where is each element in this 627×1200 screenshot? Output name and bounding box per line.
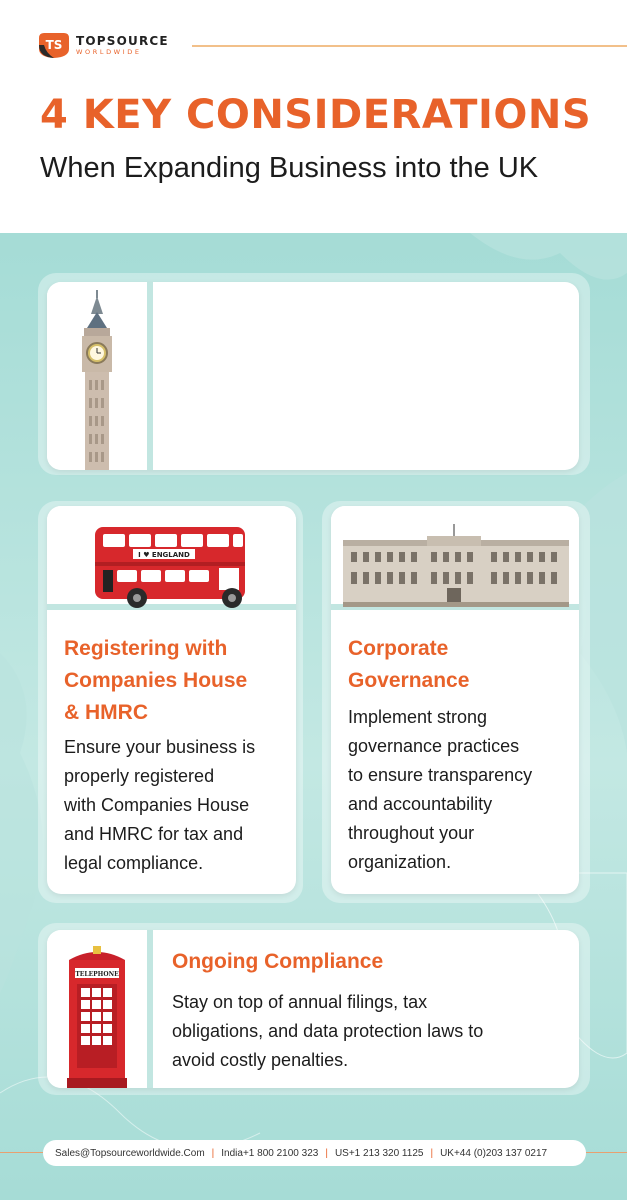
card-ongoing-compliance bbox=[47, 930, 579, 1088]
page-title: 4 KEY CONSIDERATIONS bbox=[40, 92, 592, 138]
big-ben-icon bbox=[47, 282, 147, 470]
page-subtitle: When Expanding Business into the UK bbox=[40, 152, 539, 184]
footer-phone-uk[interactable]: UK+44 (0)203 137 0217 bbox=[440, 1147, 548, 1159]
ts-badge-icon bbox=[38, 31, 70, 59]
palace-icon bbox=[331, 506, 579, 610]
contact-footer bbox=[43, 1140, 586, 1166]
phone-booth-icon bbox=[47, 930, 147, 1088]
brand-sub: WORLDWIDE bbox=[76, 47, 142, 56]
card-title: Ongoing Compliance bbox=[172, 950, 384, 973]
footer-divider-right bbox=[586, 1152, 627, 1153]
footer-phone-india[interactable]: India+1 800 2100 323 bbox=[221, 1147, 319, 1159]
footer-divider-left bbox=[0, 1152, 43, 1153]
header-divider bbox=[192, 45, 627, 47]
brand-name: TOPSOURCE bbox=[76, 33, 169, 48]
illustration-panel bbox=[47, 930, 153, 1088]
card-entity-type bbox=[47, 282, 579, 470]
footer-phone-us[interactable]: US+1 213 320 1125 bbox=[334, 1147, 424, 1159]
footer-email-link[interactable]: Sales@Topsourceworldwide.Com bbox=[55, 1147, 205, 1159]
booth-sign-text: TELEPHONE bbox=[75, 971, 119, 978]
card-text: Ensure your business is properly registered with Companies House and HMRC for tax and legal compliance. bbox=[64, 737, 256, 873]
illustration-panel bbox=[47, 282, 153, 470]
footer-separator: | bbox=[211, 1147, 215, 1159]
card-title: Corporate Governance bbox=[348, 637, 470, 692]
card-title: Registering with Companies House & HMRC bbox=[64, 637, 248, 724]
header bbox=[0, 0, 627, 233]
illustration-panel bbox=[331, 506, 579, 610]
footer-separator: | bbox=[430, 1147, 434, 1159]
bus-sign-text: I ♥ ENGLAND bbox=[138, 551, 190, 559]
card-governance bbox=[331, 506, 579, 894]
card-text: Implement strong governance practices to ensure transparency and accountability throughout your organization. bbox=[348, 707, 533, 872]
footer-separator: | bbox=[325, 1147, 328, 1159]
ts-badge-text: TS bbox=[45, 38, 63, 52]
illustration-panel bbox=[47, 506, 296, 610]
double-decker-bus-icon bbox=[47, 506, 296, 610]
card-text: Stay on top of annual filings, tax obligations, and data protection laws to avoid costly penalties. bbox=[172, 992, 484, 1070]
card-registering bbox=[47, 506, 296, 894]
main-content bbox=[0, 233, 627, 1200]
brand-logo[interactable] bbox=[38, 31, 169, 59]
